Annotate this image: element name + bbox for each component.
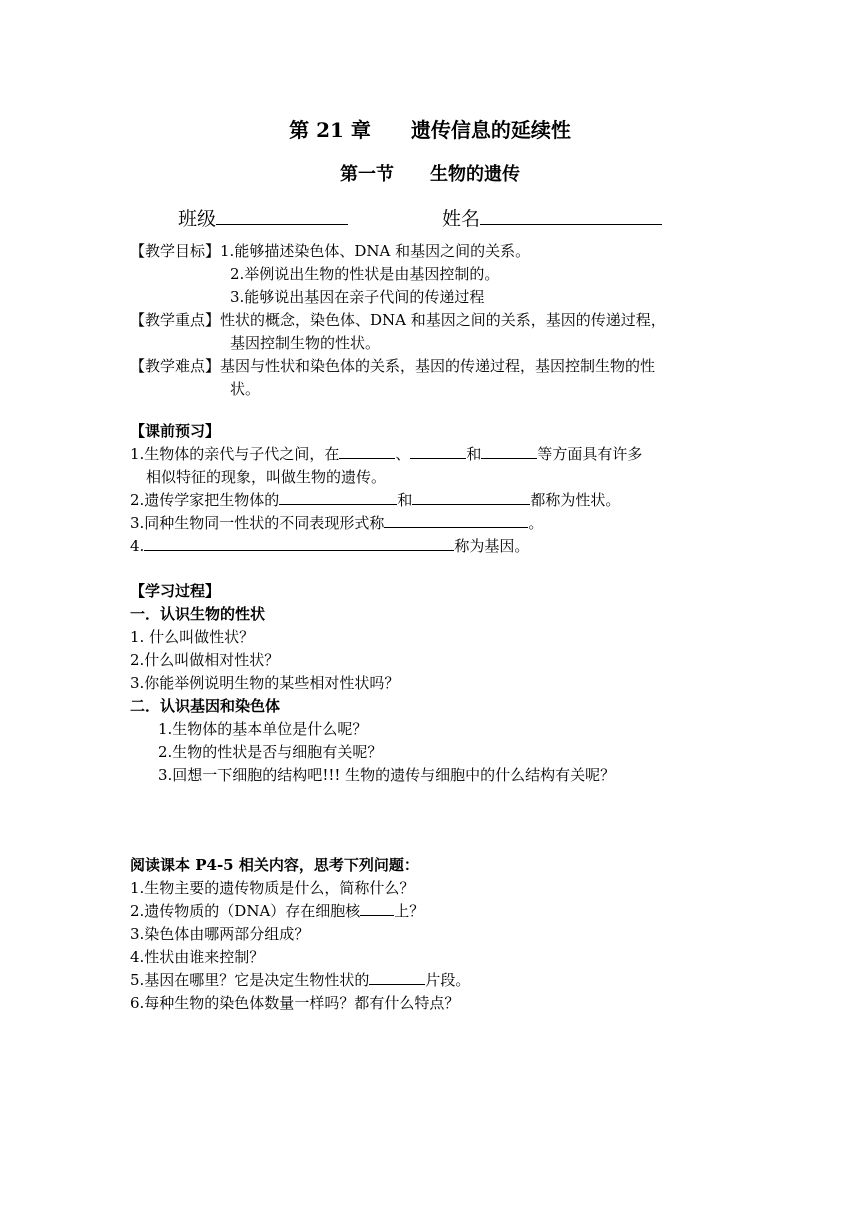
preview-heading: 【课前预习】 (130, 422, 221, 440)
q1-text: 1.生物体的亲代与子代之间，在 (130, 445, 340, 463)
reading-q2 (130, 900, 424, 922)
part1-title: 一．认识生物的性状 (130, 605, 266, 623)
answer-blank[interactable] (384, 513, 528, 528)
preview-q3 (130, 512, 543, 534)
key-points-text-cont: 基因控制生物的性状。 (230, 334, 381, 352)
q2-text: 都称为性状。 (530, 491, 621, 509)
part1-item: 3.你能举例说明生物的某些相对性状吗？ (130, 674, 400, 692)
q2-text: 2.遗传学家把生物体的 (130, 491, 280, 509)
preview-q1-cont: 相似特征的现象，叫做生物的遗传。 (146, 468, 387, 486)
part2-item: 1.生物体的基本单位是什么呢？ (158, 720, 368, 738)
key-points-row (130, 309, 666, 331)
answer-blank[interactable] (279, 490, 397, 505)
part2-item: 2.生物的性状是否与细胞有关呢？ (158, 743, 383, 761)
key-points-text: 性状的概念，染色体、DNA 和基因之间的关系，基因的传递过程， (220, 311, 666, 329)
answer-blank[interactable] (410, 444, 466, 459)
objectives-row (130, 240, 530, 262)
objective-item: 1.能够描述染色体、DNA 和基因之间的关系。 (220, 242, 531, 260)
part1-item: 1. 什么叫做性状？ (130, 628, 255, 646)
answer-blank[interactable] (369, 970, 425, 985)
q4-text: 4. (130, 537, 145, 555)
difficulties-text: 基因与性状和染色体的关系，基因的传递过程，基因控制生物的性 (220, 357, 656, 375)
q1-text: 等方面具有许多 (537, 445, 643, 463)
q3-text: 。 (528, 514, 544, 532)
answer-blank[interactable] (144, 536, 454, 551)
part2-item: 3.回想一下细胞的结构吧!!! 生物的遗传与细胞中的什么结构有关呢？ (158, 766, 616, 784)
part1-item: 2.什么叫做相对性状？ (130, 651, 280, 669)
q1-text: 、 (395, 445, 411, 463)
preview-q1 (130, 443, 642, 465)
name-label: 姓名 (442, 208, 481, 230)
q4-text: 称为基因。 (454, 537, 530, 555)
reading-q4: 4.性状由谁来控制？ (130, 948, 265, 966)
q5-text: 5.基因在哪里？它是决定生物性状的 (130, 971, 370, 989)
objectives-label: 【教学目标】 (130, 242, 221, 260)
name-input-line[interactable] (480, 204, 662, 225)
class-field (178, 204, 348, 232)
q3-text: 3.同种生物同一性状的不同表现形式称 (130, 514, 385, 532)
difficulties-text-cont: 状。 (230, 380, 261, 398)
answer-blank[interactable] (360, 901, 394, 916)
reading-q5 (130, 969, 470, 991)
difficulties-row (130, 355, 655, 377)
preview-q4 (130, 535, 529, 557)
q2-text: 和 (397, 491, 413, 509)
q5-text: 片段。 (425, 971, 471, 989)
reading-q1: 1.生物主要的遗传物质是什么，简称什么？ (130, 879, 415, 897)
key-points-label: 【教学重点】 (130, 311, 221, 329)
reading-heading: 阅读课本 P4-5 相关内容，思考下列问题： (130, 856, 419, 874)
difficulties-label: 【教学难点】 (130, 357, 221, 375)
name-field (442, 204, 662, 232)
q2-text: 上？ (394, 902, 425, 920)
objective-item: 2.举例说出生物的性状是由基因控制的。 (230, 265, 500, 283)
section-title: 第一节 生物的遗传 (340, 164, 520, 185)
objective-item: 3.能够说出基因在亲子代间的传递过程 (230, 288, 485, 306)
reading-q3: 3.染色体由哪两部分组成？ (130, 925, 310, 943)
chapter-title: 第 21 章 遗传信息的延续性 (289, 118, 571, 142)
q2-text: 2.遗传物质的（DNA）存在细胞核 (130, 902, 361, 920)
preview-q2 (130, 489, 620, 511)
reading-q6: 6.每种生物的染色体数量一样吗？都有什么特点？ (130, 994, 460, 1012)
class-input-line[interactable] (216, 204, 348, 225)
answer-blank[interactable] (481, 444, 537, 459)
part2-title: 二．认识基因和染色体 (130, 697, 281, 715)
q1-text: 和 (466, 445, 482, 463)
answer-blank[interactable] (339, 444, 395, 459)
class-label: 班级 (178, 208, 217, 230)
process-heading: 【学习过程】 (130, 582, 221, 600)
answer-blank[interactable] (412, 490, 530, 505)
